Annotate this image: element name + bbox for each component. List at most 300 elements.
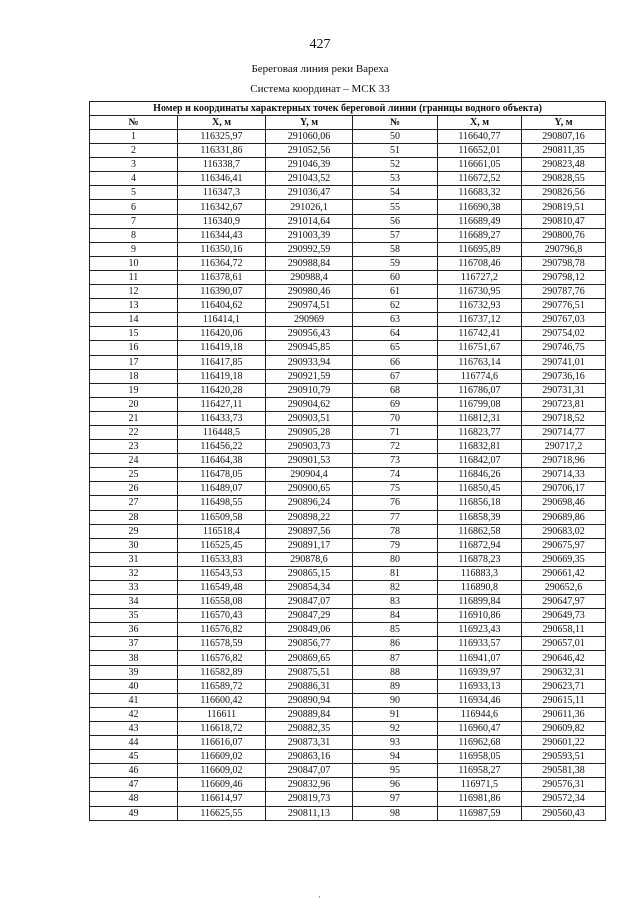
- table-row: [90, 299, 606, 313]
- table-row: [90, 609, 606, 623]
- table-row: [90, 256, 606, 270]
- x-coordinate-cell: 116823,77: [438, 425, 522, 439]
- y-coordinate-cell: 290854,34: [266, 581, 353, 595]
- x-coordinate-cell: 116774,6: [438, 369, 522, 383]
- table-row: [90, 468, 606, 482]
- x-coordinate-cell: 116730,95: [438, 285, 522, 299]
- y-coordinate-cell: 290754,02: [522, 327, 606, 341]
- point-number-cell: 9: [90, 242, 178, 256]
- point-number-cell: 37: [90, 637, 178, 651]
- table-row: [90, 425, 606, 439]
- y-coordinate-cell: 290718,96: [522, 454, 606, 468]
- y-coordinate-cell: 290623,71: [522, 679, 606, 693]
- table-row: [90, 341, 606, 355]
- y-coordinate-cell: 290714,77: [522, 425, 606, 439]
- point-number-cell: 57: [353, 228, 438, 242]
- point-number-cell: 84: [353, 609, 438, 623]
- table-row: [90, 144, 606, 158]
- point-number-cell: 31: [90, 552, 178, 566]
- y-coordinate-cell: 290657,01: [522, 637, 606, 651]
- point-number-cell: 34: [90, 595, 178, 609]
- x-coordinate-cell: 116732,93: [438, 299, 522, 313]
- table-row: [90, 637, 606, 651]
- point-number-cell: 88: [353, 665, 438, 679]
- x-coordinate-cell: 116525,45: [178, 538, 266, 552]
- x-coordinate-cell: 116342,67: [178, 200, 266, 214]
- y-coordinate-cell: 290869,65: [266, 651, 353, 665]
- y-coordinate-cell: 290746,75: [522, 341, 606, 355]
- x-coordinate-cell: 116616,07: [178, 736, 266, 750]
- y-coordinate-cell: 291046,39: [266, 158, 353, 172]
- point-number-cell: 72: [353, 440, 438, 454]
- point-number-cell: 98: [353, 806, 438, 820]
- x-coordinate-cell: 116611: [178, 707, 266, 721]
- table-row: [90, 454, 606, 468]
- y-coordinate-cell: 290945,85: [266, 341, 353, 355]
- table-row: [90, 482, 606, 496]
- point-number-cell: 86: [353, 637, 438, 651]
- y-coordinate-cell: 290832,96: [266, 778, 353, 792]
- y-coordinate-cell: 290856,77: [266, 637, 353, 651]
- y-coordinate-cell: 290905,28: [266, 425, 353, 439]
- y-coordinate-cell: 290826,56: [522, 186, 606, 200]
- point-number-cell: 18: [90, 369, 178, 383]
- point-number-cell: 38: [90, 651, 178, 665]
- point-number-cell: 51: [353, 144, 438, 158]
- y-coordinate-cell: 290897,56: [266, 524, 353, 538]
- y-coordinate-cell: 290847,07: [266, 764, 353, 778]
- column-header-x-left: X, м: [178, 116, 266, 130]
- point-number-cell: 64: [353, 327, 438, 341]
- y-coordinate-cell: 291014,64: [266, 214, 353, 228]
- y-coordinate-cell: 290878,6: [266, 552, 353, 566]
- x-coordinate-cell: 116498,55: [178, 496, 266, 510]
- document-title: Береговая линия реки Вареха: [251, 63, 389, 75]
- point-number-cell: 28: [90, 510, 178, 524]
- point-number-cell: 65: [353, 341, 438, 355]
- x-coordinate-cell: 116878,23: [438, 552, 522, 566]
- point-number-cell: 78: [353, 524, 438, 538]
- y-coordinate-cell: 291036,47: [266, 186, 353, 200]
- x-coordinate-cell: 116478,05: [178, 468, 266, 482]
- y-coordinate-cell: 290890,94: [266, 693, 353, 707]
- column-header-y-left: Y, м: [266, 116, 353, 130]
- x-coordinate-cell: 116344,43: [178, 228, 266, 242]
- table-row: [90, 369, 606, 383]
- y-coordinate-cell: 290819,73: [266, 792, 353, 806]
- y-coordinate-cell: 290904,62: [266, 397, 353, 411]
- y-coordinate-cell: 290560,43: [522, 806, 606, 820]
- table-row: [90, 355, 606, 369]
- column-header-y-right: Y, м: [522, 116, 606, 130]
- x-coordinate-cell: 116763,14: [438, 355, 522, 369]
- x-coordinate-cell: 116549,48: [178, 581, 266, 595]
- point-number-cell: 17: [90, 355, 178, 369]
- point-number-cell: 16: [90, 341, 178, 355]
- y-coordinate-cell: 290891,17: [266, 538, 353, 552]
- x-coordinate-cell: 116404,62: [178, 299, 266, 313]
- point-number-cell: 91: [353, 707, 438, 721]
- point-number-cell: 11: [90, 270, 178, 284]
- point-number-cell: 19: [90, 383, 178, 397]
- y-coordinate-cell: 290896,24: [266, 496, 353, 510]
- y-coordinate-cell: 290698,46: [522, 496, 606, 510]
- x-coordinate-cell: 116872,94: [438, 538, 522, 552]
- table-row: [90, 595, 606, 609]
- x-coordinate-cell: 116609,46: [178, 778, 266, 792]
- point-number-cell: 67: [353, 369, 438, 383]
- table-row: [90, 792, 606, 806]
- table-row: [90, 158, 606, 172]
- y-coordinate-cell: 290807,16: [522, 130, 606, 144]
- point-number-cell: 47: [90, 778, 178, 792]
- x-coordinate-cell: 116331,86: [178, 144, 266, 158]
- point-number-cell: 94: [353, 750, 438, 764]
- point-number-cell: 82: [353, 581, 438, 595]
- y-coordinate-cell: 290992,59: [266, 242, 353, 256]
- point-number-cell: 76: [353, 496, 438, 510]
- table-row: [90, 566, 606, 580]
- x-coordinate-cell: 116695,89: [438, 242, 522, 256]
- x-coordinate-cell: 116934,46: [438, 693, 522, 707]
- table-row: [90, 721, 606, 735]
- x-coordinate-cell: 116661,05: [438, 158, 522, 172]
- x-coordinate-cell: 116558,08: [178, 595, 266, 609]
- x-coordinate-cell: 116420,28: [178, 383, 266, 397]
- y-coordinate-cell: 290652,6: [522, 581, 606, 595]
- y-coordinate-cell: 290889,84: [266, 707, 353, 721]
- x-coordinate-cell: 116625,55: [178, 806, 266, 820]
- y-coordinate-cell: 290611,36: [522, 707, 606, 721]
- y-coordinate-cell: 290647,97: [522, 595, 606, 609]
- y-coordinate-cell: 290974,51: [266, 299, 353, 313]
- x-coordinate-cell: 116939,97: [438, 665, 522, 679]
- point-number-cell: 50: [353, 130, 438, 144]
- point-number-cell: 53: [353, 172, 438, 186]
- table-row: [90, 679, 606, 693]
- point-number-cell: 26: [90, 482, 178, 496]
- y-coordinate-cell: 290898,22: [266, 510, 353, 524]
- point-number-cell: 68: [353, 383, 438, 397]
- point-number-cell: 35: [90, 609, 178, 623]
- table-row: [90, 496, 606, 510]
- table-row: [90, 214, 606, 228]
- y-coordinate-cell: 290863,16: [266, 750, 353, 764]
- x-coordinate-cell: 116689,27: [438, 228, 522, 242]
- point-number-cell: 22: [90, 425, 178, 439]
- x-coordinate-cell: 116464,38: [178, 454, 266, 468]
- point-number-cell: 70: [353, 411, 438, 425]
- point-number-cell: 77: [353, 510, 438, 524]
- x-coordinate-cell: 116923,43: [438, 623, 522, 637]
- point-number-cell: 79: [353, 538, 438, 552]
- y-coordinate-cell: 290796,8: [522, 242, 606, 256]
- table-row: [90, 707, 606, 721]
- point-number-cell: 43: [90, 721, 178, 735]
- x-coordinate-cell: 116325,97: [178, 130, 266, 144]
- y-coordinate-cell: 290903,73: [266, 440, 353, 454]
- table-row: [90, 383, 606, 397]
- x-coordinate-cell: 116414,1: [178, 313, 266, 327]
- table-row: [90, 411, 606, 425]
- y-coordinate-cell: 290819,51: [522, 200, 606, 214]
- page-number: 427: [309, 37, 331, 52]
- x-coordinate-cell: 116378,61: [178, 270, 266, 284]
- y-coordinate-cell: 290661,42: [522, 566, 606, 580]
- x-coordinate-cell: 116420,06: [178, 327, 266, 341]
- point-number-cell: 85: [353, 623, 438, 637]
- point-number-cell: 14: [90, 313, 178, 327]
- table-row: [90, 285, 606, 299]
- y-coordinate-cell: 290581,38: [522, 764, 606, 778]
- point-number-cell: 83: [353, 595, 438, 609]
- point-number-cell: 21: [90, 411, 178, 425]
- y-coordinate-cell: 290847,07: [266, 595, 353, 609]
- x-coordinate-cell: 116489,07: [178, 482, 266, 496]
- x-coordinate-cell: 116672,52: [438, 172, 522, 186]
- y-coordinate-cell: 290723,81: [522, 397, 606, 411]
- table-row: [90, 130, 606, 144]
- table-row: [90, 397, 606, 411]
- point-number-cell: 32: [90, 566, 178, 580]
- y-coordinate-cell: 290933,94: [266, 355, 353, 369]
- x-coordinate-cell: 116958,05: [438, 750, 522, 764]
- point-number-cell: 59: [353, 256, 438, 270]
- point-number-cell: 41: [90, 693, 178, 707]
- x-coordinate-cell: 116652,01: [438, 144, 522, 158]
- y-coordinate-cell: 290798,78: [522, 256, 606, 270]
- point-number-cell: 29: [90, 524, 178, 538]
- x-coordinate-cell: 116582,89: [178, 665, 266, 679]
- x-coordinate-cell: 116799,08: [438, 397, 522, 411]
- y-coordinate-cell: 290736,16: [522, 369, 606, 383]
- point-number-cell: 5: [90, 186, 178, 200]
- table-row: [90, 186, 606, 200]
- point-number-cell: 80: [353, 552, 438, 566]
- y-coordinate-cell: 290811,13: [266, 806, 353, 820]
- table-row: [90, 228, 606, 242]
- table-row: [90, 313, 606, 327]
- point-number-cell: 97: [353, 792, 438, 806]
- y-coordinate-cell: 290910,79: [266, 383, 353, 397]
- point-number-cell: 69: [353, 397, 438, 411]
- point-number-cell: 87: [353, 651, 438, 665]
- point-number-cell: 46: [90, 764, 178, 778]
- table-header-row: [90, 116, 606, 130]
- table-row: [90, 806, 606, 820]
- point-number-cell: 12: [90, 285, 178, 299]
- x-coordinate-cell: 116576,82: [178, 623, 266, 637]
- y-coordinate-cell: 290646,42: [522, 651, 606, 665]
- table-row: [90, 665, 606, 679]
- table-row: [90, 552, 606, 566]
- table-row: [90, 270, 606, 284]
- y-coordinate-cell: 290811,35: [522, 144, 606, 158]
- x-coordinate-cell: 116960,47: [438, 721, 522, 735]
- y-coordinate-cell: 291026,1: [266, 200, 353, 214]
- y-coordinate-cell: 290904,4: [266, 468, 353, 482]
- point-number-cell: 52: [353, 158, 438, 172]
- y-coordinate-cell: 290714,33: [522, 468, 606, 482]
- coordinates-table: [89, 101, 606, 821]
- table-row: [90, 750, 606, 764]
- x-coordinate-cell: 116862,58: [438, 524, 522, 538]
- y-coordinate-cell: 290649,73: [522, 609, 606, 623]
- y-coordinate-cell: 290717,2: [522, 440, 606, 454]
- coordinate-system-subtitle: Система координат – МСК 33: [250, 83, 390, 95]
- y-coordinate-cell: 290800,76: [522, 228, 606, 242]
- point-number-cell: 6: [90, 200, 178, 214]
- point-number-cell: 39: [90, 665, 178, 679]
- x-coordinate-cell: 116899,84: [438, 595, 522, 609]
- x-coordinate-cell: 116417,85: [178, 355, 266, 369]
- x-coordinate-cell: 116856,18: [438, 496, 522, 510]
- y-coordinate-cell: 290632,31: [522, 665, 606, 679]
- y-coordinate-cell: 290776,51: [522, 299, 606, 313]
- x-coordinate-cell: 116390,07: [178, 285, 266, 299]
- table-body: [90, 130, 606, 821]
- x-coordinate-cell: 116708,46: [438, 256, 522, 270]
- x-coordinate-cell: 116689,49: [438, 214, 522, 228]
- table-row: [90, 242, 606, 256]
- y-coordinate-cell: 290901,53: [266, 454, 353, 468]
- point-number-cell: 1: [90, 130, 178, 144]
- y-coordinate-cell: 290988,84: [266, 256, 353, 270]
- x-coordinate-cell: 116448,5: [178, 425, 266, 439]
- x-coordinate-cell: 116742,41: [438, 327, 522, 341]
- x-coordinate-cell: 116589,72: [178, 679, 266, 693]
- x-coordinate-cell: 116933,13: [438, 679, 522, 693]
- y-coordinate-cell: 291043,52: [266, 172, 353, 186]
- x-coordinate-cell: 116727,2: [438, 270, 522, 284]
- x-coordinate-cell: 116981,86: [438, 792, 522, 806]
- column-header-number-left: №: [90, 116, 178, 130]
- table-row: [90, 581, 606, 595]
- x-coordinate-cell: 116609,02: [178, 764, 266, 778]
- y-coordinate-cell: 291052,56: [266, 144, 353, 158]
- y-coordinate-cell: 290741,01: [522, 355, 606, 369]
- y-coordinate-cell: 290956,43: [266, 327, 353, 341]
- point-number-cell: 25: [90, 468, 178, 482]
- y-coordinate-cell: 290886,31: [266, 679, 353, 693]
- x-coordinate-cell: 116987,59: [438, 806, 522, 820]
- x-coordinate-cell: 116518,4: [178, 524, 266, 538]
- x-coordinate-cell: 116338,7: [178, 158, 266, 172]
- y-coordinate-cell: 290572,34: [522, 792, 606, 806]
- point-number-cell: 36: [90, 623, 178, 637]
- y-coordinate-cell: 290576,31: [522, 778, 606, 792]
- x-coordinate-cell: 116433,73: [178, 411, 266, 425]
- y-coordinate-cell: 290980,46: [266, 285, 353, 299]
- x-coordinate-cell: 116944,6: [438, 707, 522, 721]
- y-coordinate-cell: 290875,51: [266, 665, 353, 679]
- point-number-cell: 15: [90, 327, 178, 341]
- footer-mark: ·: [318, 892, 321, 902]
- x-coordinate-cell: 116340,9: [178, 214, 266, 228]
- table-row: [90, 623, 606, 637]
- table-row: [90, 538, 606, 552]
- point-number-cell: 30: [90, 538, 178, 552]
- point-number-cell: 61: [353, 285, 438, 299]
- x-coordinate-cell: 116614,97: [178, 792, 266, 806]
- x-coordinate-cell: 116576,82: [178, 651, 266, 665]
- x-coordinate-cell: 116347,3: [178, 186, 266, 200]
- table-row: [90, 327, 606, 341]
- table-row: [90, 778, 606, 792]
- point-number-cell: 45: [90, 750, 178, 764]
- x-coordinate-cell: 116850,45: [438, 482, 522, 496]
- x-coordinate-cell: 116350,16: [178, 242, 266, 256]
- x-coordinate-cell: 116910,86: [438, 609, 522, 623]
- x-coordinate-cell: 116533,83: [178, 552, 266, 566]
- point-number-cell: 56: [353, 214, 438, 228]
- y-coordinate-cell: 290615,11: [522, 693, 606, 707]
- point-number-cell: 73: [353, 454, 438, 468]
- x-coordinate-cell: 116509,58: [178, 510, 266, 524]
- point-number-cell: 89: [353, 679, 438, 693]
- point-number-cell: 23: [90, 440, 178, 454]
- table-row: [90, 172, 606, 186]
- x-coordinate-cell: 116883,3: [438, 566, 522, 580]
- point-number-cell: 81: [353, 566, 438, 580]
- x-coordinate-cell: 116846,26: [438, 468, 522, 482]
- x-coordinate-cell: 116812,31: [438, 411, 522, 425]
- y-coordinate-cell: 290718,52: [522, 411, 606, 425]
- point-number-cell: 58: [353, 242, 438, 256]
- x-coordinate-cell: 116364,72: [178, 256, 266, 270]
- point-number-cell: 93: [353, 736, 438, 750]
- x-coordinate-cell: 116600,42: [178, 693, 266, 707]
- point-number-cell: 40: [90, 679, 178, 693]
- table-row: [90, 651, 606, 665]
- x-coordinate-cell: 116890,8: [438, 581, 522, 595]
- x-coordinate-cell: 116842,07: [438, 454, 522, 468]
- y-coordinate-cell: 290669,35: [522, 552, 606, 566]
- point-number-cell: 92: [353, 721, 438, 735]
- y-coordinate-cell: 290988,4: [266, 270, 353, 284]
- x-coordinate-cell: 116543,53: [178, 566, 266, 580]
- y-coordinate-cell: 290609,82: [522, 721, 606, 735]
- point-number-cell: 54: [353, 186, 438, 200]
- y-coordinate-cell: 290882,35: [266, 721, 353, 735]
- point-number-cell: 71: [353, 425, 438, 439]
- x-coordinate-cell: 116640,77: [438, 130, 522, 144]
- column-header-x-right: X, м: [438, 116, 522, 130]
- y-coordinate-cell: 290731,31: [522, 383, 606, 397]
- x-coordinate-cell: 116971,5: [438, 778, 522, 792]
- point-number-cell: 75: [353, 482, 438, 496]
- y-coordinate-cell: 291003,39: [266, 228, 353, 242]
- column-header-number-right: №: [353, 116, 438, 130]
- y-coordinate-cell: 290787,76: [522, 285, 606, 299]
- y-coordinate-cell: 290847,29: [266, 609, 353, 623]
- x-coordinate-cell: 116751,67: [438, 341, 522, 355]
- x-coordinate-cell: 116786,07: [438, 383, 522, 397]
- y-coordinate-cell: 290767,03: [522, 313, 606, 327]
- x-coordinate-cell: 116933,57: [438, 637, 522, 651]
- point-number-cell: 7: [90, 214, 178, 228]
- x-coordinate-cell: 116690,38: [438, 200, 522, 214]
- point-number-cell: 55: [353, 200, 438, 214]
- x-coordinate-cell: 116419,18: [178, 341, 266, 355]
- x-coordinate-cell: 116570,43: [178, 609, 266, 623]
- point-number-cell: 13: [90, 299, 178, 313]
- x-coordinate-cell: 116962,68: [438, 736, 522, 750]
- y-coordinate-cell: 290823,48: [522, 158, 606, 172]
- x-coordinate-cell: 116618,72: [178, 721, 266, 735]
- y-coordinate-cell: 290706,17: [522, 482, 606, 496]
- x-coordinate-cell: 116419,18: [178, 369, 266, 383]
